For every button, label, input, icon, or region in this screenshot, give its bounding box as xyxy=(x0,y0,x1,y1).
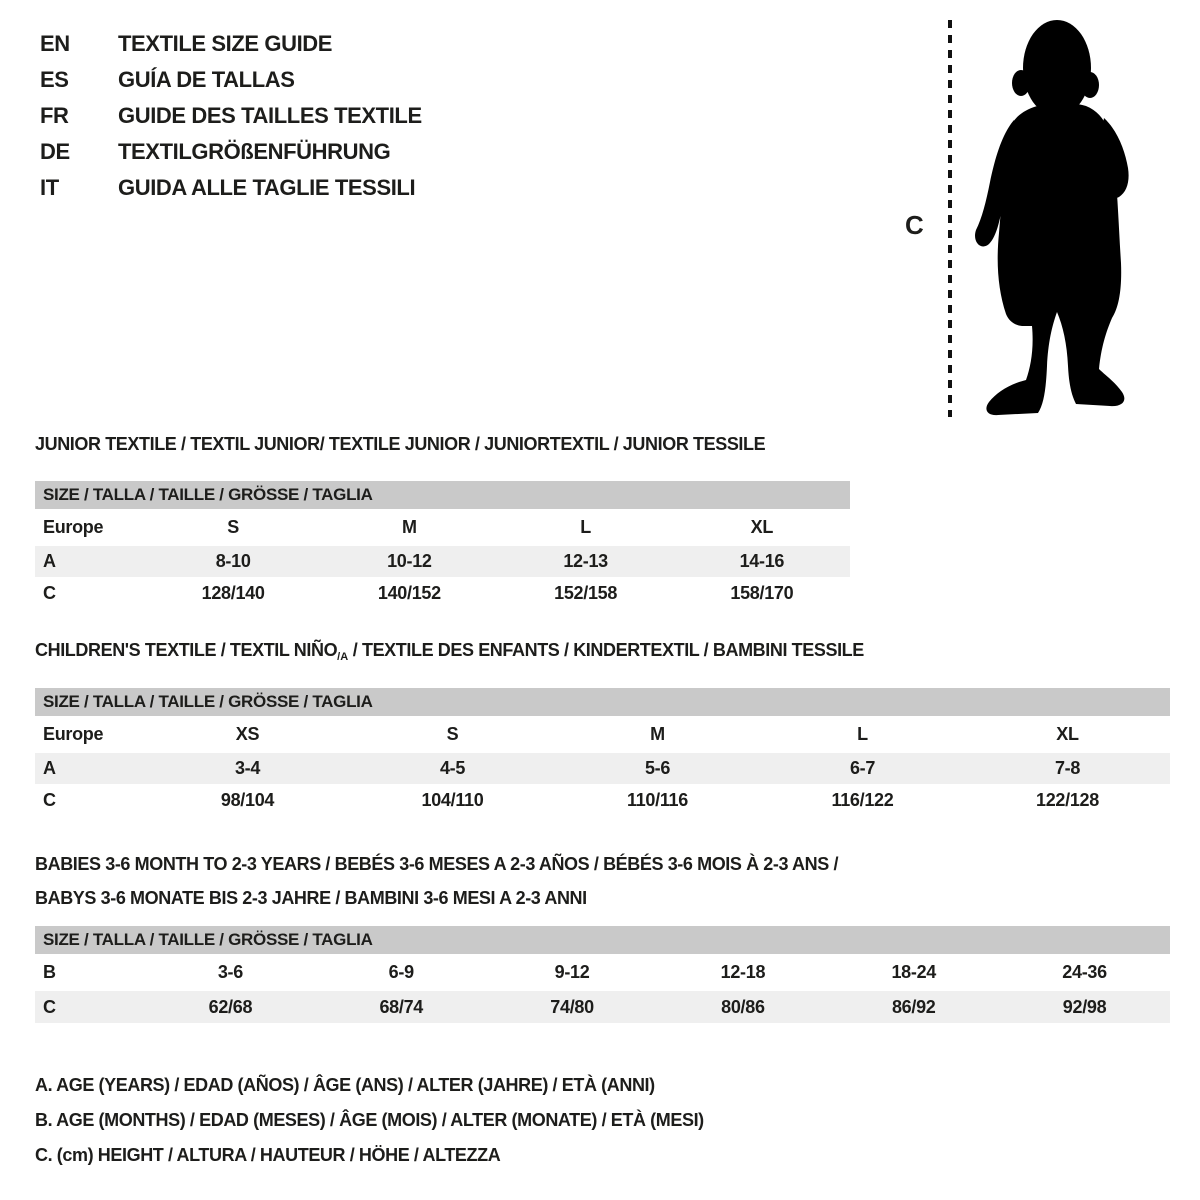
children-title-subscript: /A xyxy=(337,651,349,663)
children-size-table xyxy=(35,688,1170,816)
language-title-list xyxy=(40,26,422,206)
table-cell: 3-4 xyxy=(234,758,261,778)
table-cell: XS xyxy=(235,724,260,744)
table-cell: 92/98 xyxy=(1062,996,1107,1017)
table-cell: 98/104 xyxy=(220,789,275,810)
table-cell: 122/128 xyxy=(1036,789,1099,810)
table-row xyxy=(35,716,1170,753)
table-cell: L xyxy=(580,517,591,537)
table-cell: XL xyxy=(1056,724,1079,744)
toddler-silhouette-icon xyxy=(962,18,1142,418)
legend-line-b: B. AGE (MONTHS) / EDAD (MESES) / ÂGE (MOIS) / ALTER (MONATE) / ETÀ (MESI) xyxy=(35,1110,704,1130)
row-label: Europe xyxy=(43,517,104,537)
row-label: Europe xyxy=(43,724,104,744)
table-row xyxy=(35,753,1170,784)
size-header-row xyxy=(35,926,1170,954)
table-cell: 62/68 xyxy=(208,996,253,1017)
height-measure-label: C xyxy=(905,210,924,240)
measure-legend xyxy=(35,1068,704,1173)
table-cell: 14-16 xyxy=(739,551,785,571)
table-cell: 158/170 xyxy=(730,582,794,603)
table-cell: 18-24 xyxy=(891,962,936,982)
legend-line-c: C. (cm) HEIGHT / ALTURA / HAUTEUR / HÖHE / ALTEZZA xyxy=(35,1145,501,1165)
table-cell: XL xyxy=(750,517,774,537)
table-cell: S xyxy=(446,724,459,744)
table-row xyxy=(35,577,850,609)
row-label: A xyxy=(43,551,56,571)
children-section-title xyxy=(35,640,864,663)
size-header-cell: SIZE / TALLA / TAILLE / GRÖSSE / TAGLIA xyxy=(35,926,1170,954)
table-cell: 152/158 xyxy=(554,582,618,603)
lang-title: GUIDE DES TAILLES TEXTILE xyxy=(118,103,422,128)
lang-row-it xyxy=(40,170,422,206)
table-cell: 80/86 xyxy=(721,996,765,1017)
lang-code: DE xyxy=(40,139,70,164)
table-cell: 9-12 xyxy=(554,962,590,982)
table-cell: 116/122 xyxy=(831,789,894,810)
table-cell: 5-6 xyxy=(644,758,671,778)
lang-title: TEXTILGRÖßENFÜHRUNG xyxy=(118,139,391,164)
junior-size-table xyxy=(35,481,850,609)
lang-title: GUIDA ALLE TAGLIE TESSILI xyxy=(118,175,416,200)
size-header-row xyxy=(35,688,1170,716)
size-header-cell: SIZE / TALLA / TAILLE / GRÖSSE / TAGLIA xyxy=(35,481,850,509)
size-header-row xyxy=(35,481,850,509)
lang-row-en xyxy=(40,26,422,62)
table-cell: 140/152 xyxy=(377,582,441,603)
table-cell: 7-8 xyxy=(1054,758,1081,778)
junior-section-title: JUNIOR TEXTILE / TEXTIL JUNIOR/ TEXTILE JUNIOR / JUNIORTEXTIL / JUNIOR TESSILE xyxy=(35,434,766,454)
babies-size-table xyxy=(35,926,1170,1023)
lang-title: GUÍA DE TALLAS xyxy=(118,67,295,92)
table-cell: 10-12 xyxy=(387,551,432,571)
row-label: C xyxy=(43,582,56,603)
table-cell: 6-9 xyxy=(388,962,414,982)
table-cell: 6-7 xyxy=(849,758,876,778)
children-title-suffix: / TEXTILE DES ENFANTS / KINDERTEXTIL / BAMBINI TESSILE xyxy=(348,640,864,660)
table-row xyxy=(35,546,850,577)
babies-title-line1: BABIES 3-6 MONTH TO 2-3 YEARS / BEBÉS 3-6 MESES A 2-3 AÑOS / BÉBÉS 3-6 MOIS À 2-3 ANS / xyxy=(35,854,839,874)
table-cell: 104/110 xyxy=(421,789,484,810)
table-cell: M xyxy=(650,724,665,744)
table-row xyxy=(35,991,1170,1023)
table-cell: 68/74 xyxy=(379,996,424,1017)
table-cell: S xyxy=(227,517,239,537)
lang-title: TEXTILE SIZE GUIDE xyxy=(118,31,333,56)
table-cell: M xyxy=(402,517,417,537)
table-cell: 74/80 xyxy=(550,996,594,1017)
lang-code: EN xyxy=(40,31,70,56)
table-row xyxy=(35,954,1170,991)
row-label: B xyxy=(43,962,56,982)
lang-code: ES xyxy=(40,67,69,92)
table-cell: 128/140 xyxy=(201,582,265,603)
table-row xyxy=(35,509,850,546)
lang-row-de xyxy=(40,134,422,170)
table-cell: 12-13 xyxy=(563,551,608,571)
children-title-prefix: CHILDREN'S TEXTILE / TEXTIL NIÑO xyxy=(35,640,338,660)
height-measure-dashed-line xyxy=(948,20,952,417)
table-cell: 4-5 xyxy=(439,758,466,778)
lang-code: IT xyxy=(40,175,59,200)
babies-title-line2: BABYS 3-6 MONATE BIS 2-3 JAHRE / BAMBINI 3-6 MESI A 2-3 ANNI xyxy=(35,888,587,908)
row-label: C xyxy=(43,789,56,810)
table-cell: 12-18 xyxy=(720,962,766,982)
table-cell: 3-6 xyxy=(217,962,243,982)
row-label: C xyxy=(43,996,56,1017)
table-cell: 8-10 xyxy=(215,551,251,571)
row-label: A xyxy=(43,758,56,778)
legend-line-a: A. AGE (YEARS) / EDAD (AÑOS) / ÂGE (ANS) / ALTER (JAHRE) / ETÀ (ANNI) xyxy=(35,1075,655,1095)
babies-section-title xyxy=(35,847,838,915)
table-row xyxy=(35,784,1170,816)
lang-row-fr xyxy=(40,98,422,134)
table-cell: L xyxy=(857,724,868,744)
table-cell: 24-36 xyxy=(1062,962,1107,982)
lang-row-es xyxy=(40,62,422,98)
table-cell: 110/116 xyxy=(627,789,688,810)
lang-code: FR xyxy=(40,103,69,128)
size-header-cell: SIZE / TALLA / TAILLE / GRÖSSE / TAGLIA xyxy=(35,688,1170,716)
table-cell: 86/92 xyxy=(891,996,936,1017)
